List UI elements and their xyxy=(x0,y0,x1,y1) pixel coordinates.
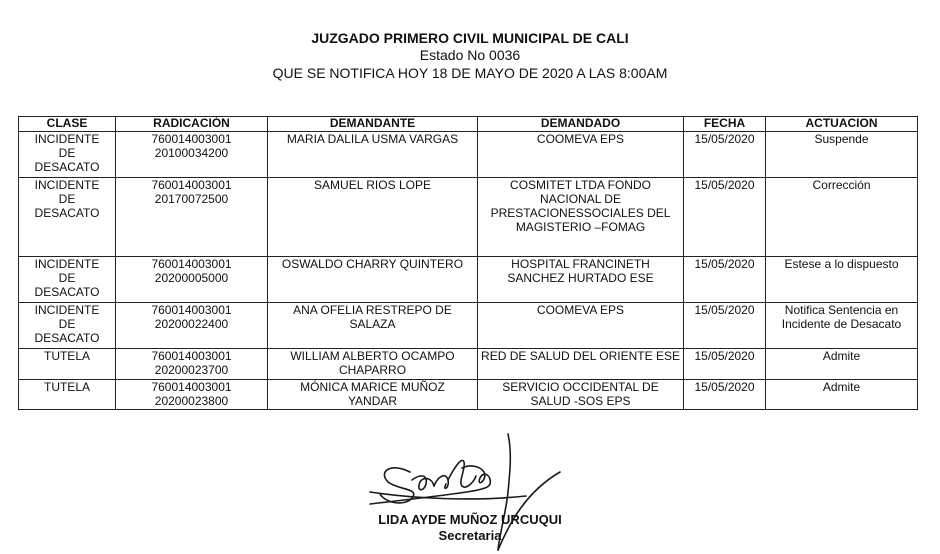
estado-number: Estado No 0036 xyxy=(419,47,521,63)
cell-actuacion: Corrección xyxy=(766,178,918,257)
cell-demandante: SAMUEL RIOS LOPE xyxy=(268,178,478,257)
cell-demandado: HOSPITAL FRANCINETH SANCHEZ HURTADO ESE xyxy=(478,257,684,303)
cell-demandado: COOMEVA EPS xyxy=(478,303,684,349)
radicacion-line: 20200022400 xyxy=(154,317,229,331)
signer-name: LIDA AYDE MUÑOZ URCUQUI xyxy=(378,512,562,527)
column-header-radicacion: RADICACIÓN xyxy=(116,117,268,132)
table-header-row xyxy=(19,117,918,132)
column-header-fecha: FECHA xyxy=(684,117,766,132)
cell-fecha: 15/05/2020 xyxy=(684,178,766,257)
cell-fecha: 15/05/2020 xyxy=(684,257,766,303)
court-title: JUZGADO PRIMERO CIVIL MUNICIPAL DE CALI xyxy=(311,30,629,46)
cell-demandante: OSWALDO CHARRY QUINTERO xyxy=(268,257,478,303)
table-row xyxy=(19,178,918,257)
radicacion-line: 760014003001 xyxy=(151,349,232,363)
cell-demandado: RED DE SALUD DEL ORIENTE ESE xyxy=(478,349,684,380)
cell-fecha: 15/05/2020 xyxy=(684,380,766,410)
radicacion-line: 760014003001 xyxy=(151,132,232,146)
cell-demandante: ANA OFELIA RESTREPO DE SALAZA xyxy=(268,303,478,349)
cell-actuacion: Notifica Sentencia en Incidente de Desacato xyxy=(766,303,918,349)
radicacion-line: 760014003001 xyxy=(151,178,232,192)
cell-fecha: 15/05/2020 xyxy=(684,132,766,178)
cell-actuacion: Admite xyxy=(766,380,918,410)
table-row xyxy=(19,303,918,349)
cell-clase: INCIDENTE DE DESACATO xyxy=(19,303,116,349)
radicacion-line: 20170072500 xyxy=(154,192,229,206)
radicacion-line: 760014003001 xyxy=(151,257,232,271)
column-header-clase: CLASE xyxy=(19,117,116,132)
cell-demandante: WILLIAM ALBERTO OCAMPO CHAPARRO xyxy=(268,349,478,380)
radicacion-line: 760014003001 xyxy=(151,380,232,394)
cell-demandante: MÓNICA MARICE MUÑOZ YANDAR xyxy=(268,380,478,410)
cell-radicacion xyxy=(116,349,268,380)
table-row xyxy=(19,257,918,303)
cell-demandante: MARIA DALILA USMA VARGAS xyxy=(268,132,478,178)
column-header-demandado: DEMANDADO xyxy=(478,117,684,132)
radicacion-line: 20200005000 xyxy=(154,271,229,285)
cell-demandado: SERVICIO OCCIDENTAL DE SALUD -SOS EPS xyxy=(478,380,684,410)
radicacion-line: 20200023700 xyxy=(154,363,229,377)
cell-radicacion xyxy=(116,303,268,349)
cell-radicacion xyxy=(116,380,268,410)
cell-radicacion xyxy=(116,178,268,257)
column-header-demandante: DEMANDANTE xyxy=(268,117,478,132)
table-row xyxy=(19,380,918,410)
cell-radicacion xyxy=(116,257,268,303)
cell-radicacion xyxy=(116,132,268,178)
cell-fecha: 15/05/2020 xyxy=(684,349,766,380)
radicacion-line: 20100034200 xyxy=(154,146,229,160)
estado-table xyxy=(18,116,918,410)
cell-clase: TUTELA xyxy=(19,349,116,380)
column-header-actuacion: ACTUACION xyxy=(766,117,918,132)
cell-clase: INCIDENTE DE DESACATO xyxy=(19,178,116,257)
cell-fecha: 15/05/2020 xyxy=(684,303,766,349)
table-row xyxy=(19,132,918,178)
signer-role: Secretaria xyxy=(438,528,502,543)
cell-demandado: COOMEVA EPS xyxy=(478,132,684,178)
cell-actuacion: Estese a lo dispuesto xyxy=(766,257,918,303)
table-row xyxy=(19,349,918,380)
cell-clase: INCIDENTE DE DESACATO xyxy=(19,257,116,303)
cell-actuacion: Admite xyxy=(766,349,918,380)
cell-actuacion: Suspende xyxy=(766,132,918,178)
radicacion-line: 20200023800 xyxy=(154,394,229,408)
cell-clase: TUTELA xyxy=(19,380,116,410)
radicacion-line: 760014003001 xyxy=(151,303,232,317)
cell-clase: INCIDENTE DE DESACATO xyxy=(19,132,116,178)
cell-demandado: COSMITET LTDA FONDO NACIONAL DE PRESTACIONESSOCIALES DEL MAGISTERIO –FOMAG xyxy=(478,178,684,257)
notification-line: QUE SE NOTIFICA HOY 18 DE MAYO DE 2020 A LAS 8:00AM xyxy=(272,65,668,81)
